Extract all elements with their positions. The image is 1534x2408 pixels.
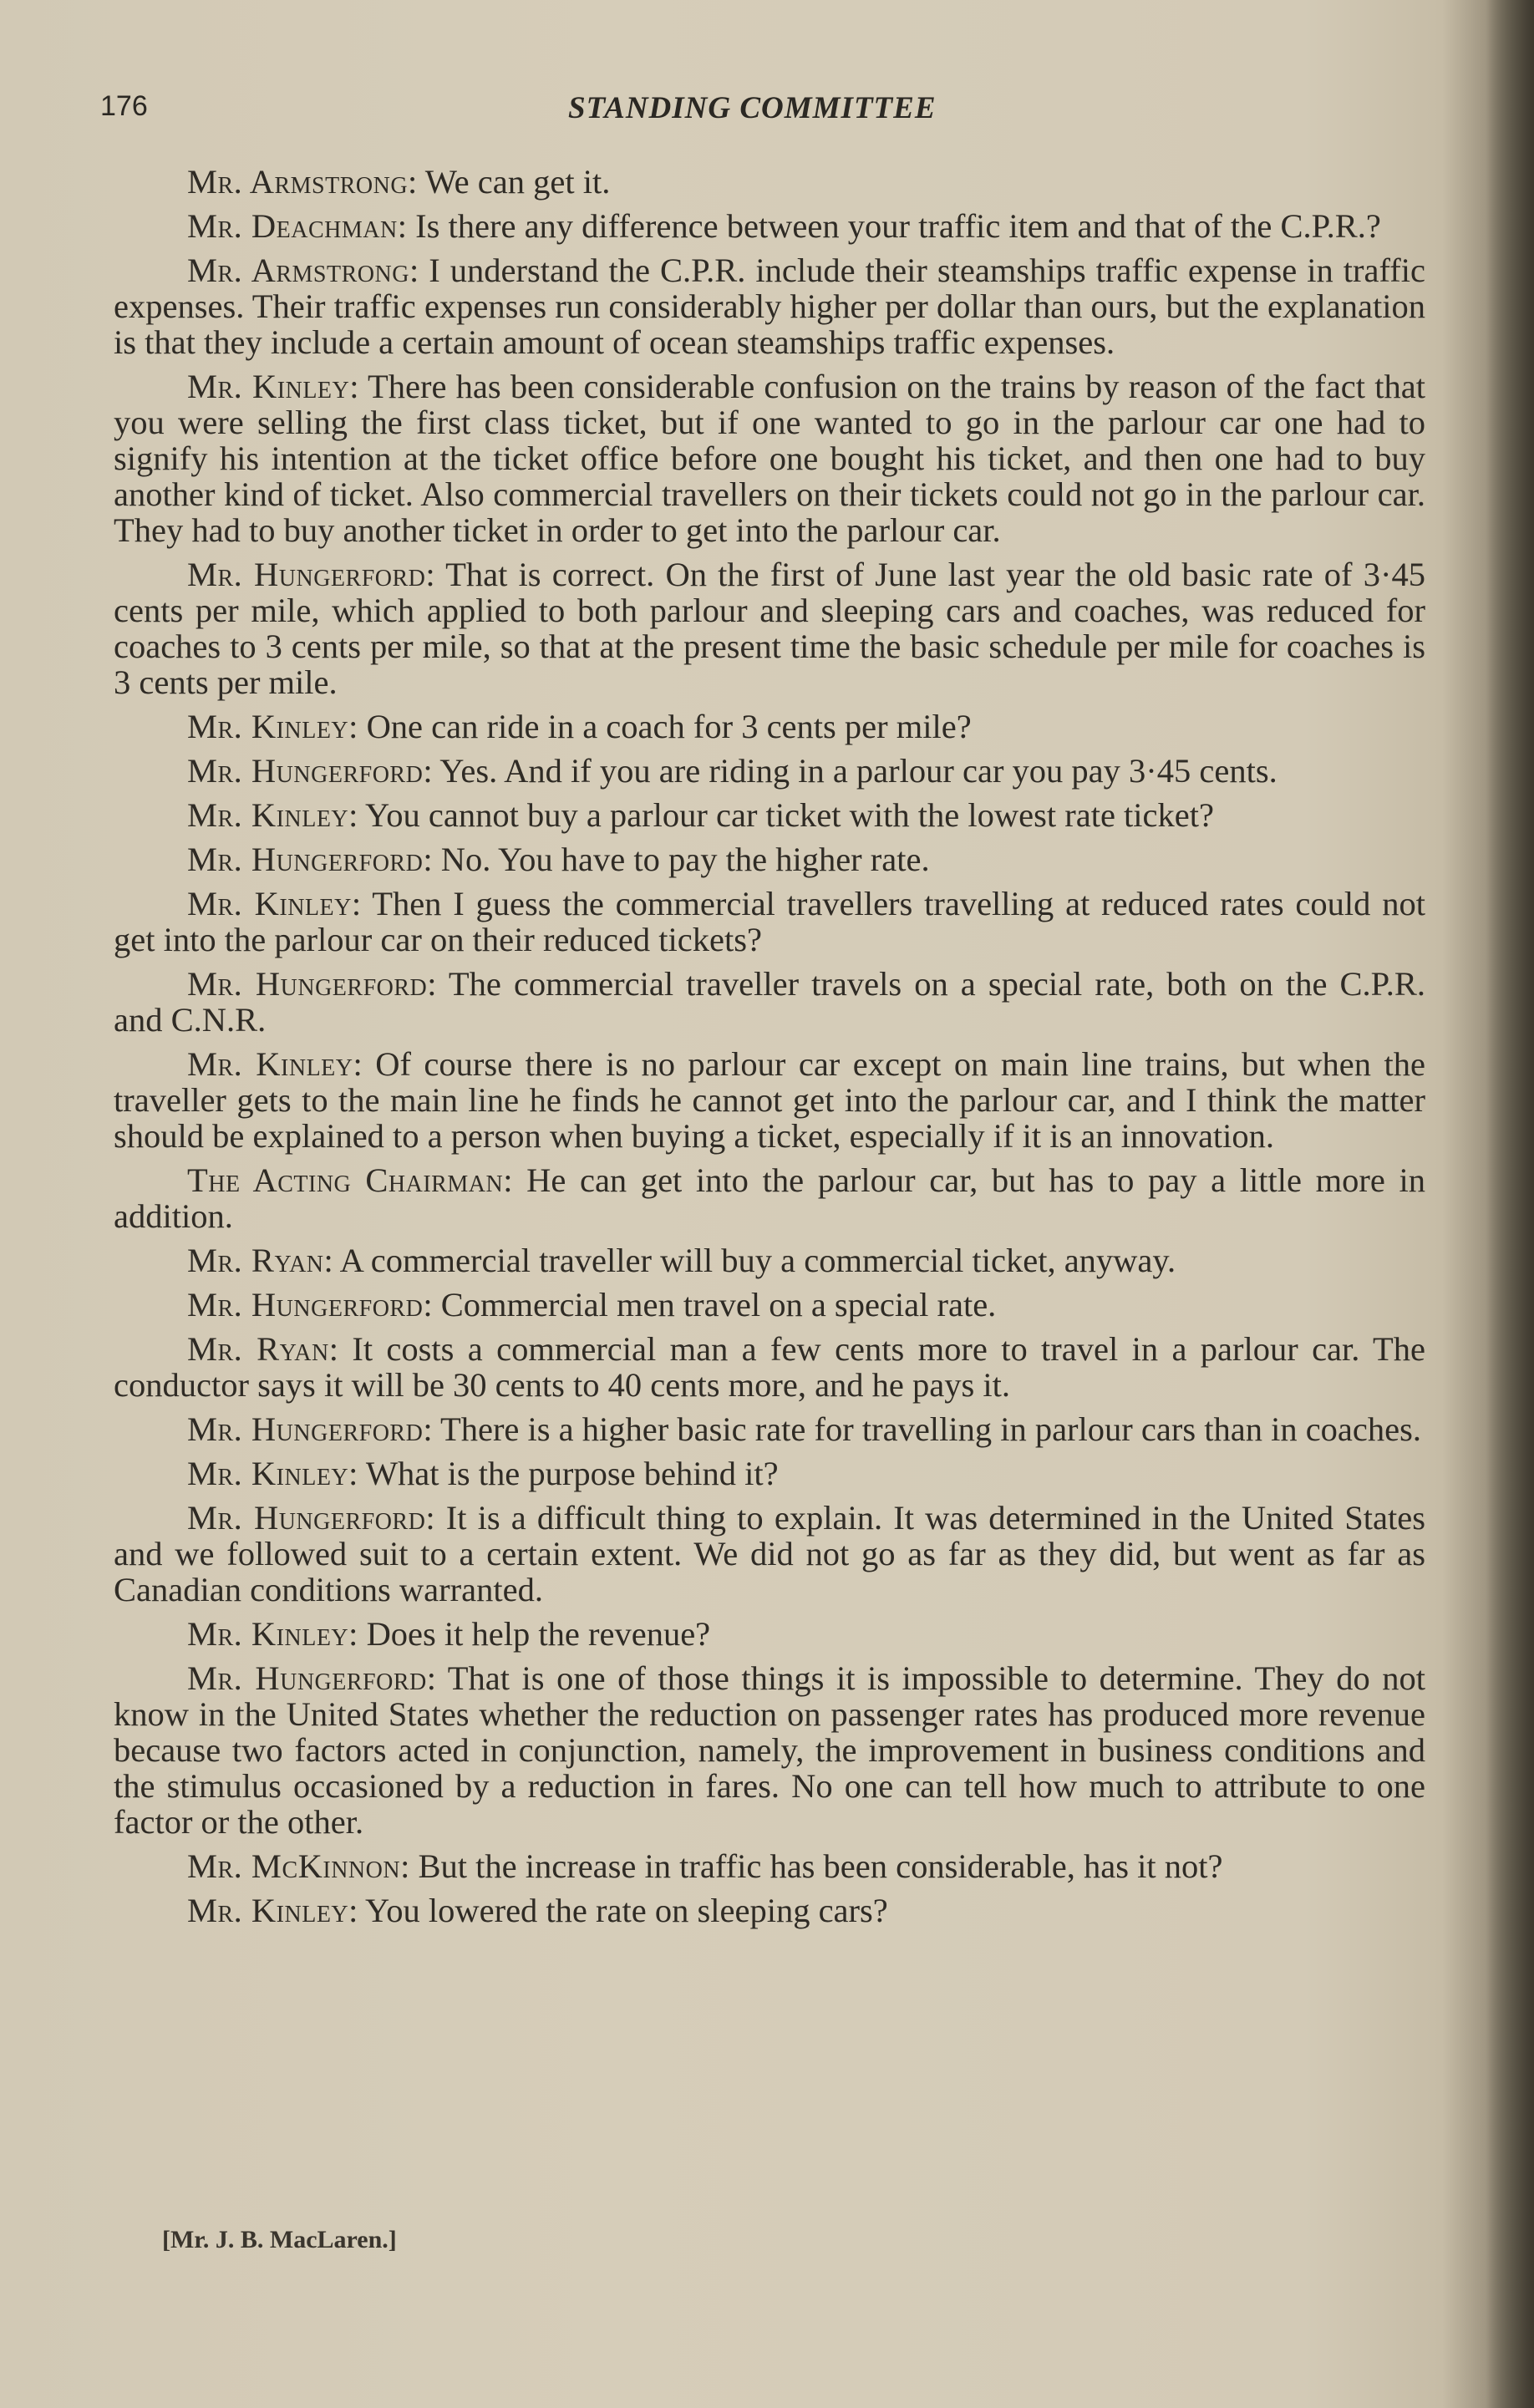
speaker-name: Mr. Hungerford [187, 1499, 426, 1537]
speech-text: One can ride in a coach for 3 cents per mile? [366, 708, 972, 745]
speech-text: What is the purpose behind it? [365, 1455, 779, 1492]
speaker-name: Mr. Kinley [187, 1892, 349, 1929]
speaker-name: Mr. Kinley [187, 1455, 349, 1492]
transcript-paragraph: Mr. Kinley: There has been considerable confusion on the trains by reason of the fact that you were selling the first class ticket, but if one wanted to go in the parlour car one had to signify his intention at the ticket office before one bought his ticket, and then one had to buy another kind of ticket. Also commercial travellers on their tickets could not go in the parlour car. They had to buy another ticket in order to get into the parlour car. [114, 368, 1425, 549]
speech-text: It is a difficult thing to explain. It was determined in the United States and we followed suit to a certain extent. We did not go as far as they did, but went as far as Canadian conditions warranted. [114, 1499, 1425, 1608]
speech-text: But the increase in traffic has been considerable, has it not? [418, 1847, 1223, 1885]
transcript-paragraph: Mr. Kinley: Then I guess the commercial travellers travelling at reduced rates could not get into the parlour car on their reduced tickets? [114, 885, 1425, 958]
transcript-paragraph: Mr. Kinley: Of course there is no parlour car except on main line trains, but when the traveller gets to the main line he finds he cannot get into the parlour car, and I think the matter should be explained to a person when buying a ticket, especially if it is an innovation. [114, 1045, 1425, 1155]
speech-text: Is there any difference between your traffic item and that of the C.P.R.? [415, 207, 1381, 245]
speaker-name: Mr. Kinley [187, 368, 350, 405]
speaker-name: Mr. Hungerford [187, 1410, 424, 1448]
speech-text: Commercial men travel on a special rate. [440, 1286, 997, 1323]
footer-signature-note: [Mr. J. B. MacLaren.] [162, 2226, 397, 2253]
speech-text: There is a higher basic rate for travelling in parlour cars than in coaches. [439, 1410, 1421, 1448]
transcript-body [114, 164, 1425, 1937]
speaker-name: Mr. Ryan [187, 1242, 324, 1279]
speech-text: I understand the C.P.R. include their steamships traffic expense in traffic expenses. Their traffic expenses run considerably higher per dollar than ours, but the explanation is that they include a certain amount of ocean steamships traffic expenses. [114, 251, 1425, 361]
transcript-paragraph: Mr. Kinley: Does it help the revenue? [187, 1615, 711, 1653]
transcript-paragraph: Mr. Hungerford: That is correct. On the first of June last year the old basic rate of 3·45 cents per mile, which applied to both parlour and sleeping cars and coaches, was reduced for coaches to 3 cents per mile, so that at the present time the basic schedule per mile for coaches is 3 cents per mile. [114, 556, 1425, 701]
transcript-paragraph: Mr. McKinnon: But the increase in traffic has been considerable, has it not? [187, 1847, 1223, 1885]
transcript-paragraph: Mr. Hungerford: Commercial men travel on a special rate. [187, 1286, 997, 1323]
transcript-paragraph: Mr. Armstrong: I understand the C.P.R. include their steamships traffic expense in traffic expenses. Their traffic expenses run considerably higher per dollar than ours, but the explanation is that they include a certain amount of ocean steamships traffic expenses. [114, 251, 1425, 361]
speaker-name: Mr. Kinley [187, 1615, 349, 1653]
speaker-name: Mr. Kinley [187, 796, 349, 834]
speech-text: That is correct. On the first of June last year the old basic rate of 3·45 cents per mile, which applied to both parlour and sleeping cars and coaches, was reduced for coaches to 3 cents per mile, so that at the present time the basic schedule per mile for coaches is 3 cents per mile. [114, 556, 1425, 701]
transcript-paragraph: Mr. Deachman: Is there any difference between your traffic item and that of the C.P.R.? [187, 207, 1381, 245]
transcript-paragraph: Mr. Ryan: A commercial traveller will buy a commercial ticket, anyway. [187, 1242, 1176, 1279]
speech-text: We can get it. [424, 163, 611, 201]
speech-text: You cannot buy a parlour car ticket with the lowest rate ticket? [365, 796, 1214, 834]
transcript-paragraph: Mr. Hungerford: It is a difficult thing to explain. It was determined in the United States and we followed suit to a certain extent. We did not go as far as they did, but went as far as Canadian conditions warranted. [114, 1499, 1425, 1608]
speaker-name: Mr. Hungerford [187, 556, 426, 593]
speaker-name: Mr. Hungerford [187, 1286, 424, 1323]
speaker-name: Mr. Deachman [187, 207, 398, 245]
transcript-paragraph: Mr. Hungerford: The commercial traveller travels on a special rate, both on the C.P.R. and C.N.R. [114, 965, 1425, 1039]
running-head: STANDING COMMITTEE [568, 91, 937, 125]
speech-text: That is one of those things it is impossible to determine. They do not know in the United States whether the reduction on passenger rates has produced more revenue because two factors acted in conjunction, namely, the improvement in business conditions and the stimulus occasioned by a reduction in fares. No one can tell how much to attribute to one factor or the other. [114, 1659, 1425, 1841]
transcript-paragraph: Mr. Hungerford: Yes. And if you are riding in a parlour car you pay 3·45 cents. [187, 752, 1277, 790]
speech-text: No. You have to pay the higher rate. [440, 841, 930, 878]
speech-text: Does it help the revenue? [366, 1615, 711, 1653]
transcript-paragraph: Mr. Hungerford: There is a higher basic rate for travelling in parlour cars than in coaches. [187, 1410, 1421, 1448]
speaker-name: The Acting Chairman [187, 1161, 504, 1199]
speech-text: Of course there is no parlour car except on main line trains, but when the traveller gets to the main line he finds he cannot get into the parlour car, and I think the matter should be explained to a person when buying a ticket, especially if it is an innovation. [114, 1045, 1425, 1155]
speaker-name: Mr. Kinley [187, 1045, 353, 1083]
speech-text: Yes. And if you are riding in a parlour car you pay 3·45 cents. [439, 752, 1277, 790]
speaker-name: Mr. Armstrong [187, 163, 409, 201]
speaker-name: Mr. Hungerford [187, 752, 424, 790]
transcript-paragraph: The Acting Chairman: He can get into the parlour car, but has to pay a little more in addition. [114, 1161, 1425, 1235]
speech-text: There has been considerable confusion on the trains by reason of the fact that you were selling the first class ticket, but if one wanted to go in the parlour car one had to signify his intention at the ticket office before one bought his ticket, and then one had to buy another kind of ticket. Also commercial travellers on their tickets could not go in the parlour car. They had to buy another ticket in order to get into the parlour car. [114, 368, 1425, 549]
transcript-paragraph: Mr. Hungerford: That is one of those things it is impossible to determine. They do not know in the United States whether the reduction on passenger rates has produced more revenue because two factors acted in conjunction, namely, the improvement in business conditions and the stimulus occasioned by a reduction in fares. No one can tell how much to attribute to one factor or the other. [114, 1659, 1425, 1841]
speech-text: The commercial traveller travels on a special rate, both on the C.P.R. and C.N.R. [114, 965, 1425, 1039]
transcript-paragraph: Mr. Ryan: It costs a commercial man a few cents more to travel in a parlour car. The conductor says it will be 30 cents to 40 cents more, and he pays it. [114, 1330, 1425, 1404]
page-header [100, 90, 1420, 140]
speech-text: A commercial traveller will buy a commercial ticket, anyway. [339, 1242, 1176, 1279]
book-spine-shadow [1486, 0, 1534, 2408]
speaker-name: Mr. Hungerford [187, 965, 428, 1003]
speaker-name: Mr. Hungerford [187, 1659, 427, 1697]
transcript-paragraph: Mr. Kinley: One can ride in a coach for 3 cents per mile? [187, 708, 972, 745]
speech-text: You lowered the rate on sleeping cars? [365, 1892, 888, 1929]
transcript-paragraph: Mr. Kinley: What is the purpose behind it? [187, 1455, 779, 1492]
speaker-name: Mr. Ryan [187, 1330, 329, 1368]
speaker-name: Mr. Armstrong [187, 251, 409, 289]
speaker-name: Mr. Hungerford [187, 841, 424, 878]
speaker-name: Mr. Kinley [187, 708, 349, 745]
speech-text: He can get into the parlour car, but has to pay a little more in addition. [114, 1161, 1425, 1235]
speech-text: It costs a commercial man a few cents more to travel in a parlour car. The conductor says it will be 30 cents to 40 cents more, and he pays it. [114, 1330, 1425, 1404]
transcript-paragraph: Mr. Kinley: You cannot buy a parlour car ticket with the lowest rate ticket? [187, 796, 1214, 834]
transcript-paragraph: Mr. Armstrong: We can get it. [187, 163, 611, 201]
transcript-paragraph: Mr. Hungerford: No. You have to pay the higher rate. [187, 841, 930, 878]
page-number: 176 [100, 90, 148, 122]
speech-text: Then I guess the commercial travellers travelling at reduced rates could not get into the parlour car on their reduced tickets? [114, 885, 1425, 958]
transcript-paragraph: Mr. Kinley: You lowered the rate on sleeping cars? [187, 1892, 888, 1929]
speaker-name: Mr. McKinnon [187, 1847, 401, 1885]
speaker-name: Mr. Kinley [187, 885, 352, 922]
